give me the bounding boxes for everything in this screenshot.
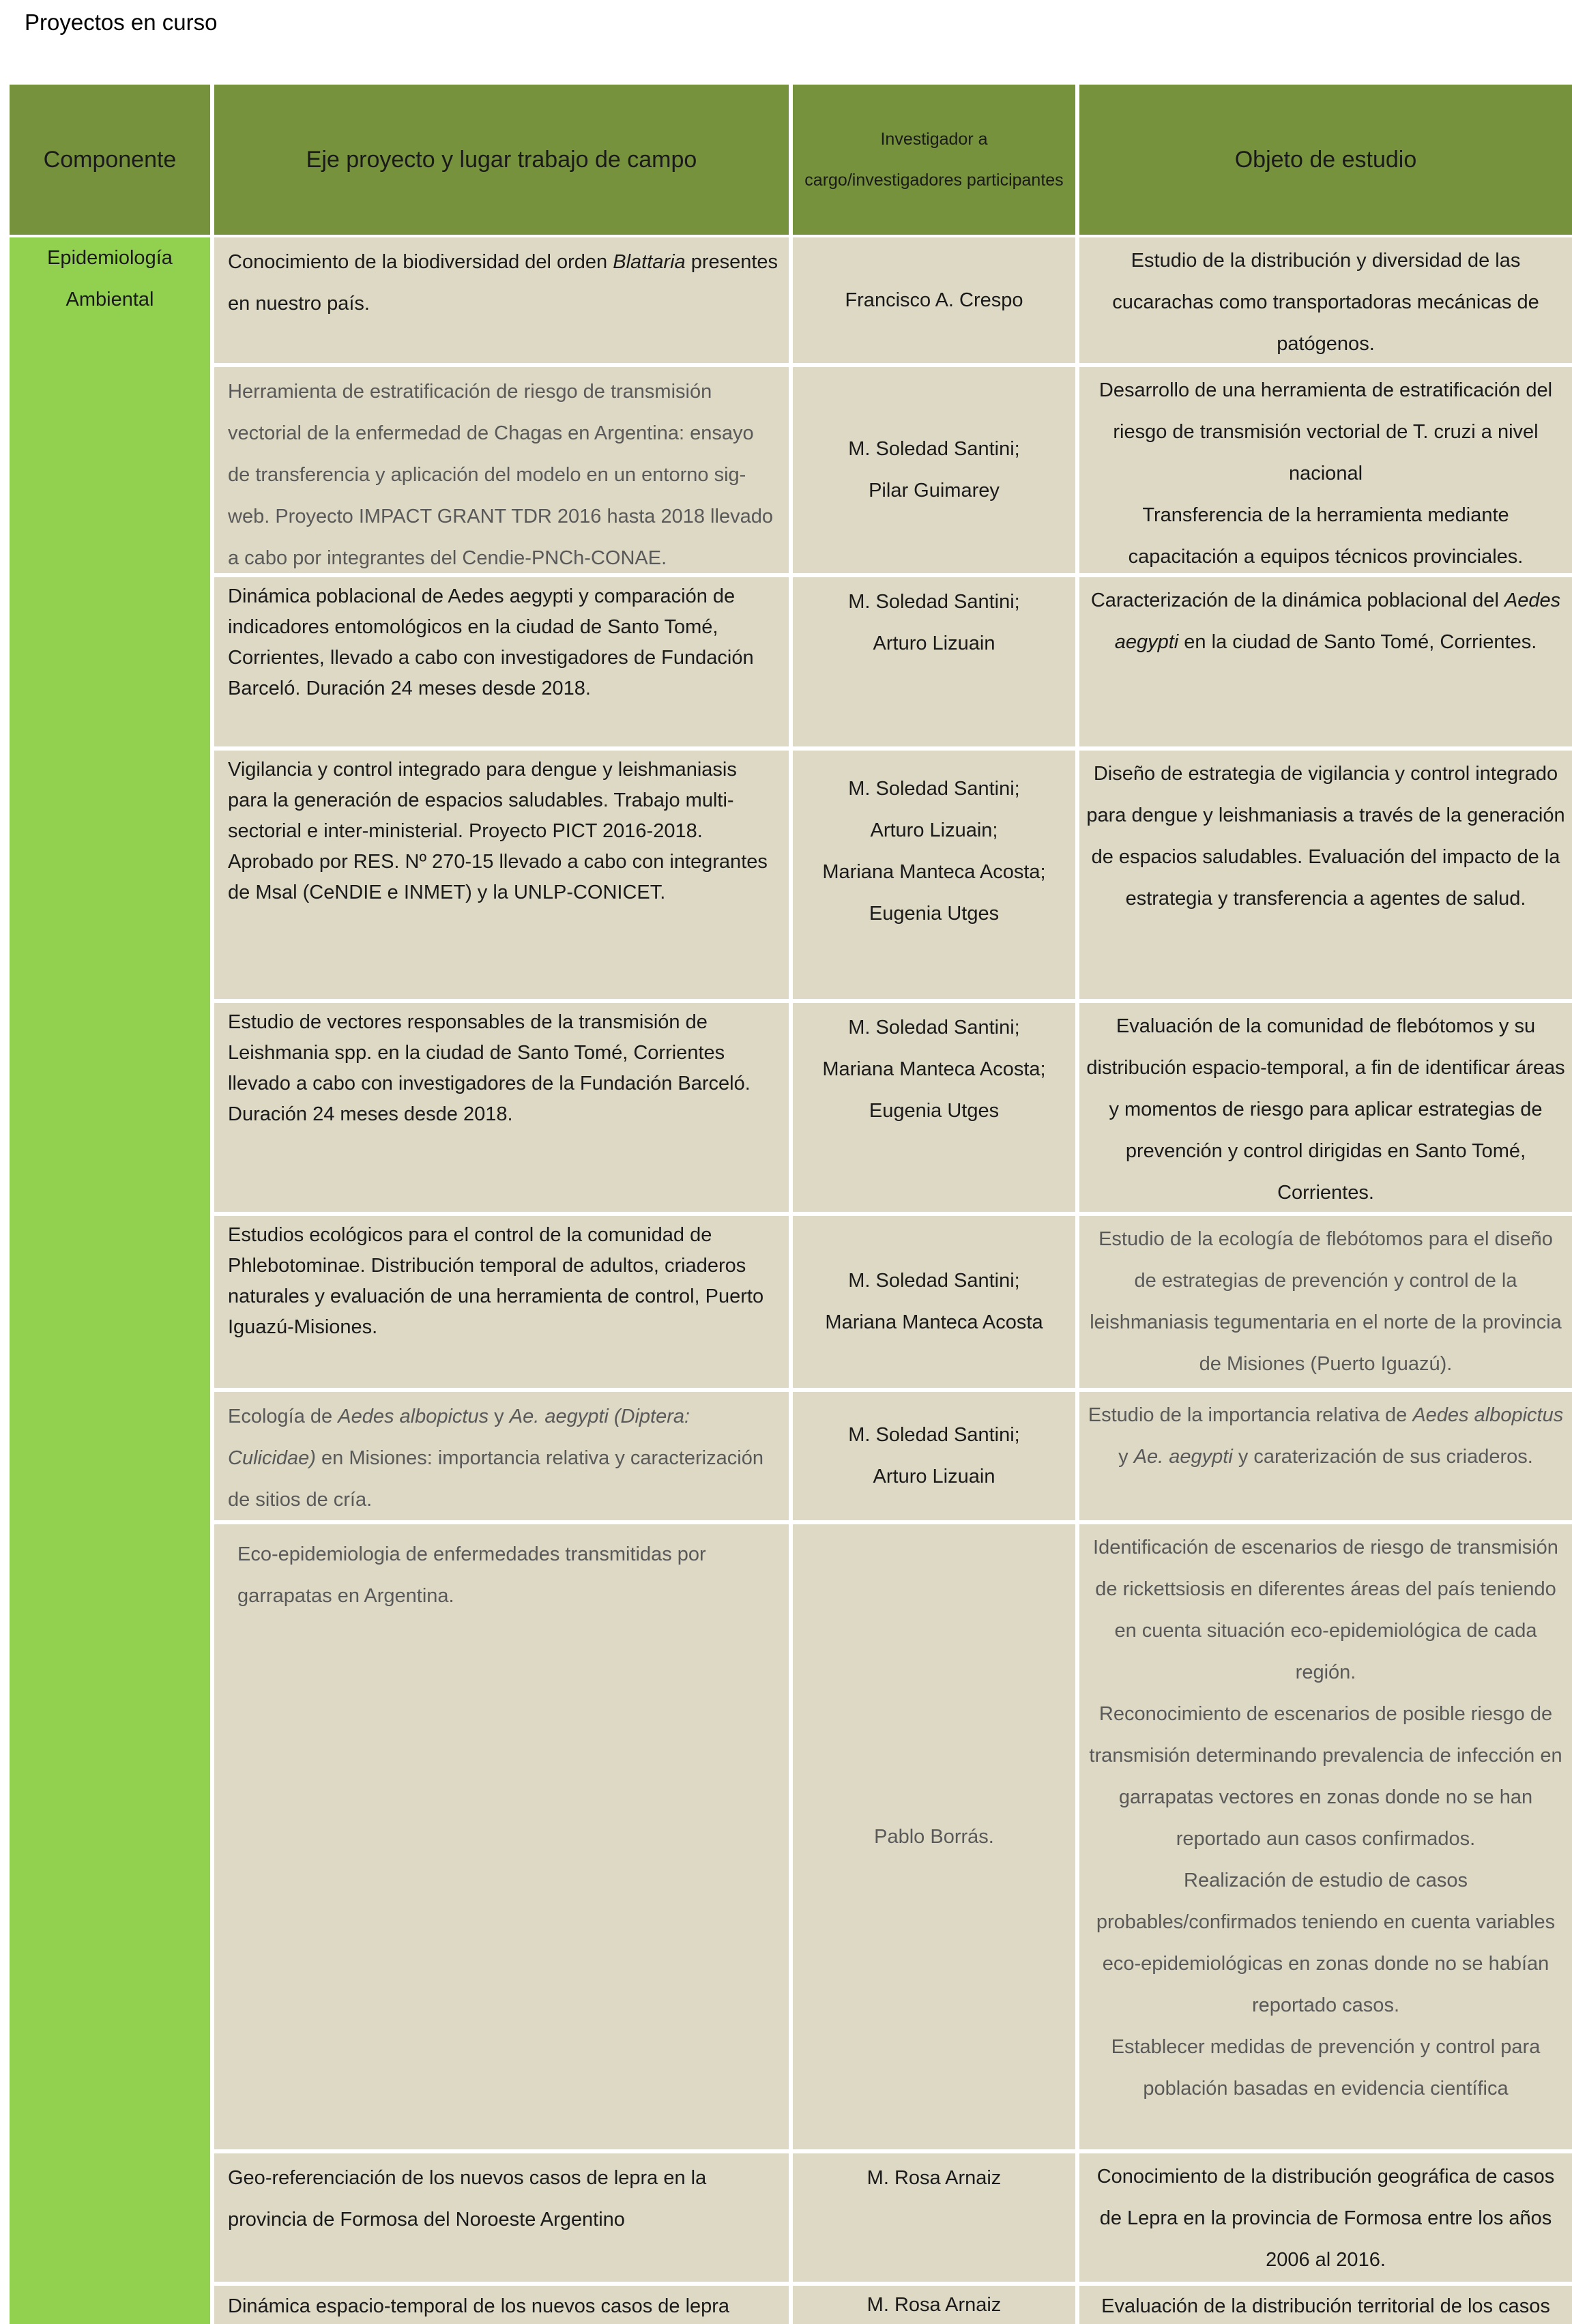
projects-table xyxy=(10,82,1572,2324)
investigador-cell: Pablo Borrás. xyxy=(793,1524,1075,2149)
objeto-cell: Estudio de la ecología de flebótomos para el diseño de estrategias de prevención y control de la leishmaniasis tegumentaria en el norte de la provincia de Misiones (Puerto Iguazú). xyxy=(1079,1216,1572,1388)
eje-cell: Dinámica espacio-temporal de los nuevos casos de lepra xyxy=(214,2286,789,2324)
table-row xyxy=(214,367,1572,573)
eje-cell: Estudio de vectores responsables de la transmisión de Leishmania spp. en la ciudad de Santo Tomé, Corrientes llevado a cabo con investigadores de la Fundación Barceló. Duración 24 meses desde 2018. xyxy=(214,1003,789,1212)
investigador-cell: M. Soledad Santini; Mariana Manteca Acosta; Eugenia Utges xyxy=(793,1003,1075,1212)
table-row xyxy=(214,577,1572,746)
eje-cell xyxy=(214,1392,789,1520)
investigador-cell: M. Rosa Arnaiz xyxy=(793,2286,1075,2324)
table-row xyxy=(214,2286,1572,2324)
header-investigador: Investigador a cargo/investigadores participantes xyxy=(793,85,1075,235)
investigador-cell: M. Soledad Santini; Pilar Guimarey xyxy=(793,367,1075,573)
objeto-cell: Diseño de estrategia de vigilancia y control integrado para dengue y leishmaniasis a través de la generación de espacios saludables. Evaluación del impacto de la estrategia y transferencia a agentes de salud. xyxy=(1079,751,1572,999)
eje-cell: Geo-referenciación de los nuevos casos de lepra en la provincia de Formosa del Noroeste Argentino xyxy=(214,2153,789,2282)
objeto-cell: Evaluación de la distribución territorial de los casos xyxy=(1079,2286,1572,2324)
objeto-cell xyxy=(1079,1392,1572,1520)
objeto-cell xyxy=(1079,577,1572,746)
objeto-italic-text: Aedes aegypti xyxy=(1114,590,1561,653)
objeto-text: y caraterización de sus criaderos. xyxy=(1232,1446,1533,1468)
objeto-text: en la ciudad de Santo Tomé, Corrientes. xyxy=(1178,631,1537,653)
investigador-cell: M. Soledad Santini; Arturo Lizuain xyxy=(793,1392,1075,1520)
table-row xyxy=(214,1392,1572,1520)
header-objeto: Objeto de estudio xyxy=(1079,85,1572,235)
objeto-italic-text: Aedes albopictus xyxy=(1412,1404,1564,1426)
investigador-cell: M. Soledad Santini; Arturo Lizuain; Mariana Manteca Acosta; Eugenia Utges xyxy=(793,751,1075,999)
eje-cell: Vigilancia y control integrado para dengue y leishmaniasis para la generación de espacios saludables. Trabajo multi-sectorial e inter-ministerial. Proyecto PICT 2016-2018. Aprobado por RES. Nº 270-15 llevado a cabo con integrantes de Msal (CeNDIE e INMET) y la UNLP-CONICET. xyxy=(214,751,789,999)
eje-text: presentes en nuestro país. xyxy=(228,251,778,315)
objeto-text: Estudio de la importancia relativa de xyxy=(1088,1404,1413,1426)
eje-italic-text: Aedes albopictus xyxy=(338,1406,489,1427)
eje-cell: Herramienta de estratificación de riesgo de transmisión vectorial de la enfermedad de Chagas en Argentina: ensayo de transferencia y aplicación del modelo en un entorno sig-web. Proyecto IMPACT GRANT TDR 2016 hasta 2018 llevado a cabo por integrantes del Cendie-PNCh-CONAE. xyxy=(214,367,789,573)
investigador-cell: M. Rosa Arnaiz xyxy=(793,2153,1075,2282)
table-row xyxy=(214,1524,1572,2149)
table-row xyxy=(214,2153,1572,2282)
investigador-cell: Francisco A. Crespo xyxy=(793,237,1075,363)
eje-text: Ecología de xyxy=(228,1406,338,1427)
eje-cell: Dinámica poblacional de Aedes aegypti y comparación de indicadores entomológicos en la ciudad de Santo Tomé, Corrientes, llevado a cabo con investigadores de Fundación Barceló. Duración 24 meses desde 2018. xyxy=(214,577,789,746)
eje-italic-text: Ae. aegypti (Diptera: Culicidae) xyxy=(228,1406,690,1469)
eje-cell xyxy=(214,237,789,363)
objeto-cell: Conocimiento de la distribución geográfica de casos de Lepra en la provincia de Formosa entre los años 2006 al 2016. xyxy=(1079,2153,1572,2282)
eje-text: en Misiones: importancia relativa y caracterización de sitios de cría. xyxy=(228,1447,763,1511)
objeto-cell: Estudio de la distribución y diversidad de las cucarachas como transportadoras mecánicas de patógenos. xyxy=(1079,237,1572,363)
header-eje: Eje proyecto y lugar trabajo de campo xyxy=(214,85,789,235)
objeto-cell: Evaluación de la comunidad de flebótomos y su distribución espacio-temporal, a fin de identificar áreas y momentos de riesgo para aplicar estrategias de prevención y control dirigidas en Santo Tomé, Corrientes. xyxy=(1079,1003,1572,1212)
investigador-cell: M. Soledad Santini; Arturo Lizuain xyxy=(793,577,1075,746)
component-cell: Epidemiología Ambiental xyxy=(10,237,210,2324)
investigador-cell: M. Soledad Santini; Mariana Manteca Acosta xyxy=(793,1216,1075,1388)
table-row xyxy=(214,751,1572,999)
eje-cell: Estudios ecológicos para el control de la comunidad de Phlebotominae. Distribución temporal de adultos, criaderos naturales y evaluación de una herramienta de control, Puerto Iguazú-Misiones. xyxy=(214,1216,789,1388)
header-componente: Componente xyxy=(10,85,210,235)
table-header-row xyxy=(10,85,1572,235)
eje-cell: Eco-epidemiologia de enfermedades transmitidas por garrapatas en Argentina. xyxy=(214,1524,789,2149)
eje-italic-text: Blattaria xyxy=(613,251,686,273)
objeto-text: y xyxy=(1118,1446,1134,1468)
objeto-cell: Desarrollo de una herramienta de estratificación del riesgo de transmisión vectorial de T. cruzi a nivel nacional Transferencia de la herramienta mediante capacitación a equipos técnicos provinciales. xyxy=(1079,367,1572,573)
objeto-italic-text: Ae. aegypti xyxy=(1133,1446,1233,1468)
objeto-text: Caracterización de la dinámica poblacional del xyxy=(1090,590,1504,611)
table-row xyxy=(214,237,1572,363)
page-title: Proyectos en curso xyxy=(25,10,218,35)
table-row xyxy=(214,1003,1572,1212)
eje-text: y xyxy=(489,1406,510,1427)
objeto-cell: Identificación de escenarios de riesgo de transmisión de rickettsiosis en diferentes áreas del país teniendo en cuenta situación eco-epidemiológica de cada región. Reconocimiento de escenarios de posible riesgo de transmisión determinando prevalencia de infección en garrapatas vectores en zonas donde no se han reportado aun casos confirmados. Realización de estudio de casos probables/confirmados teniendo en cuenta variables eco-epidemiológicas en zonas donde no se habían reportado casos. Establecer medidas de prevención y control para población basadas en evidencia científica xyxy=(1079,1524,1572,2149)
eje-text: Conocimiento de la biodiversidad del orden xyxy=(228,251,613,273)
table-row xyxy=(214,1216,1572,1388)
